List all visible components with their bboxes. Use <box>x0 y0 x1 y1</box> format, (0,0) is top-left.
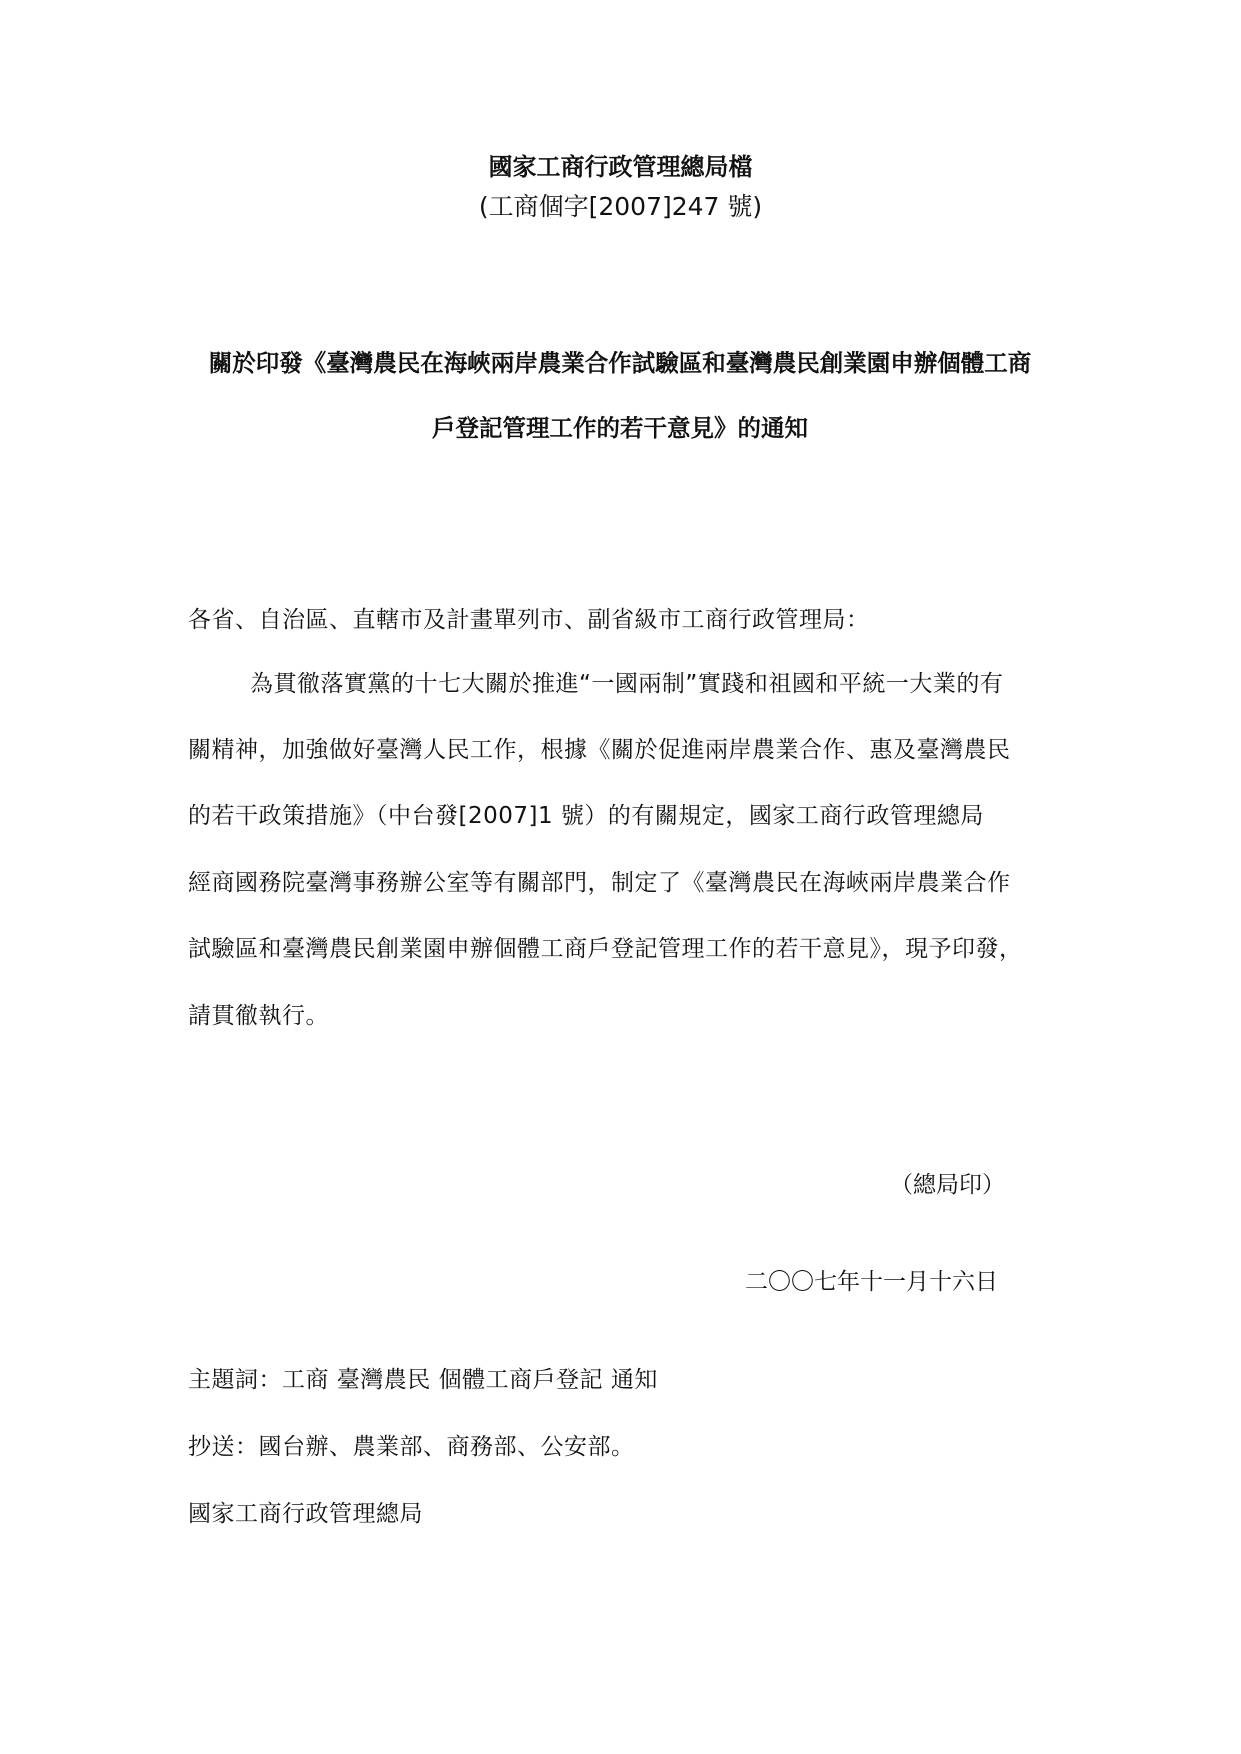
paragraph-line: 請貫徹執行。 <box>188 1003 329 1029</box>
cc-line: 抄送：國台辦、農業部、商務部、公安部。 <box>188 1434 635 1460</box>
addressee-line: 各省、自治區、直轄市及計畫單列市、副省級市工商行政管理局： <box>188 607 870 633</box>
issuer-heading: 國家工商行政管理總局檔 <box>488 153 753 181</box>
paragraph-line: 關精神，加強做好臺灣人民工作，根據《關於促進兩岸農業合作、惠及臺灣農民 <box>188 737 1011 763</box>
notice-title-line-2: 戶登記管理工作的若干意見》的通知 <box>432 414 808 442</box>
issue-date: 二〇〇七年十一月十六日 <box>745 1269 998 1295</box>
paragraph-line: 為貫徹落實黨的十七大關於推進“一國兩制”實踐和祖國和平統一大業的有 <box>250 671 1004 697</box>
paragraph-line: 經商國務院臺灣事務辦公室等有關部門，制定了《臺灣農民在海峽兩岸農業合作 <box>188 870 1011 896</box>
keywords-line: 主題詞：工商 臺灣農民 個體工商戶登記 通知 <box>188 1367 658 1393</box>
document-number: (工商個字[2007]247 號) <box>478 192 763 221</box>
footer-issuer: 國家工商行政管理總局 <box>188 1501 423 1527</box>
paragraph-line: 的若干政策措施》（中台發[2007]1 號）的有關規定，國家工商行政管理總局 <box>188 803 984 829</box>
seal-note: （總局印） <box>890 1172 1005 1198</box>
notice-title-line-1: 關於印發《臺灣農民在海峽兩岸農業合作試驗區和臺灣農民創業園申辦個體工商 <box>208 349 1032 377</box>
paragraph-line: 試驗區和臺灣農民創業園申辦個體工商戶登記管理工作的若干意見》，現予印發， <box>188 936 1023 962</box>
